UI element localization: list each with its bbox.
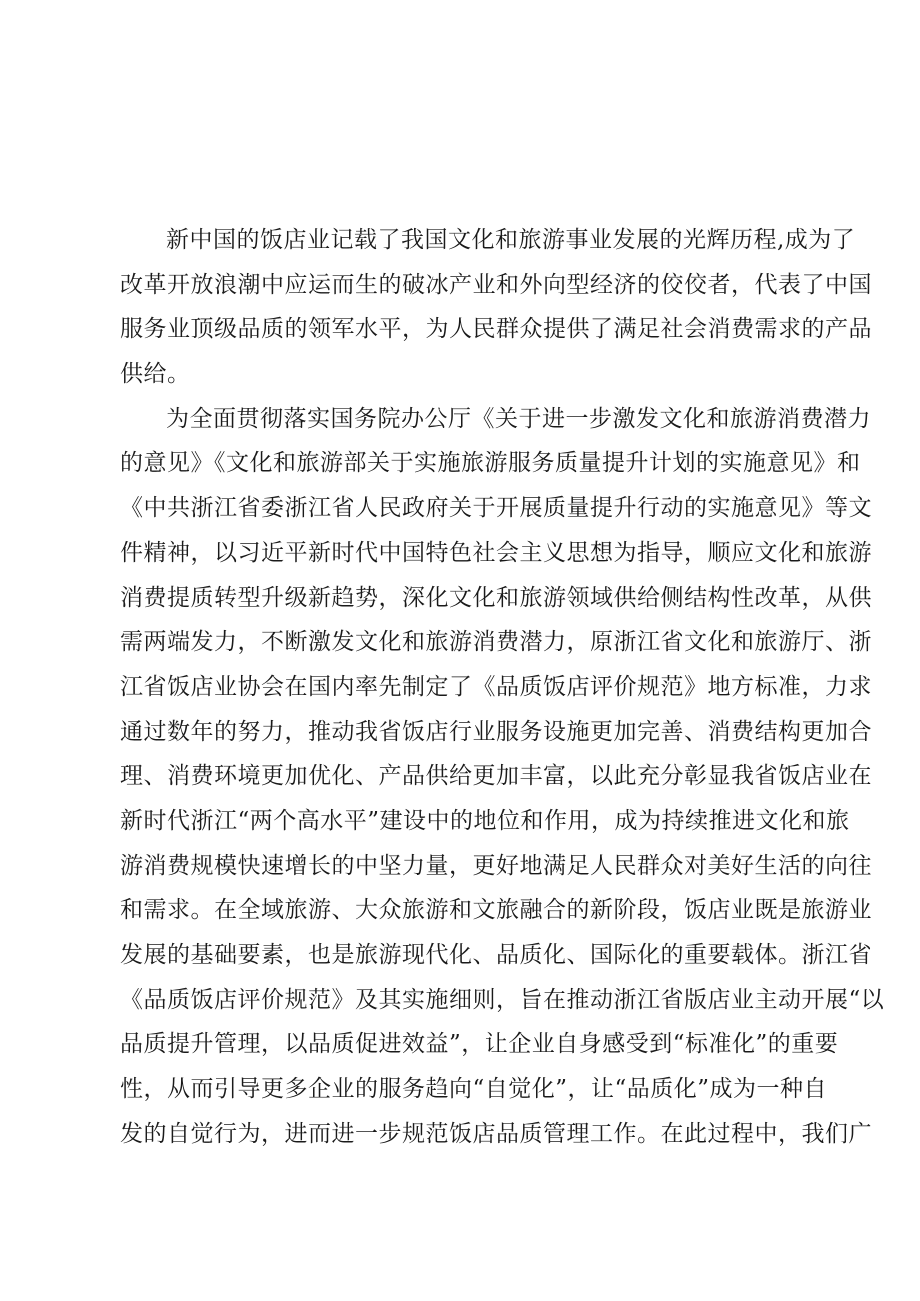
text-line: 游消费规模快速增长的中坚力量，更好地满足人民群众对美好生活的向往 xyxy=(120,852,872,879)
document-body xyxy=(120,218,885,1156)
paragraph-main xyxy=(120,397,885,1157)
text-line: 《中共浙江省委浙江省人民政府关于开展质量提升行动的实施意见》等文 xyxy=(120,495,872,522)
text-line: 发展的基础要素，也是旅游现代化、品质化、国际化的重要载体。浙江省 xyxy=(120,942,872,968)
text-line: 件精神，以习近平新时代中国特色社会主义思想为指导，顺应文化和旅游 xyxy=(120,539,872,566)
text-line: 供给。 xyxy=(120,361,191,388)
text-line: 为全面贯彻落实国务院办公厅《关于进一步激发文化和旅游消费潜力 xyxy=(166,405,871,432)
text-line: 新时代浙江“两个高水平”建设中的地位和作用，成为持续推进文化和旅 xyxy=(120,807,850,834)
text-line: 发的自觉行为，进而进一步规范饭店品质管理工作。在此过程中，我们广 xyxy=(120,1120,872,1147)
text-line: 性，从而引导更多企业的服务趋向“自觉化”，让“品质化”成为一种自 xyxy=(120,1076,828,1103)
text-line: 和需求。在全域旅游、大众旅游和文旅融合的新阶段，饭店业既是旅游业 xyxy=(120,897,872,924)
text-line: 需两端发力，不断激发文化和旅游消费潜力，原浙江省文化和旅游厅、浙 xyxy=(120,629,872,656)
text-line: 服务业顶级品质的领军水平，为人民群众提供了满足社会消费需求的产品 xyxy=(120,316,872,343)
text-line: 改革开放浪潮中应运而生的破冰产业和外向型经济的佼佼者，代表了中国 xyxy=(120,271,872,298)
text-line: 《品质饭店评价规范》及其实施细则，旨在推动浙江省版店业主动开展“以 xyxy=(120,986,885,1013)
text-line: 消费提质转型升级新趋势，深化文化和旅游领域供给侧结构性改革，从供 xyxy=(120,584,872,611)
text-line: 品质提升管理，以品质促进效益”，让企业自身感受到“标准化”的重要 xyxy=(120,1031,839,1058)
text-line: 理、消费环境更加优化、产品供给更加丰富，以此充分彰显我省饭店业在 xyxy=(120,763,872,790)
text-line: 新中国的饭店业记载了我国文化和旅游事业发展的光辉历程,成为了 xyxy=(166,227,856,253)
text-line: 的意见》《文化和旅游部关于实施旅游服务质量提升计划的实施意见》和 xyxy=(120,450,861,477)
paragraph-intro xyxy=(120,218,872,397)
text-line: 通过数年的努力，推动我省饭店行业服务设施更加完善、消费结构更加合 xyxy=(120,718,872,745)
text-line: 江省饭店业协会在国内率先制定了《品质饭店评价规范》地方标准，力求 xyxy=(120,673,872,700)
